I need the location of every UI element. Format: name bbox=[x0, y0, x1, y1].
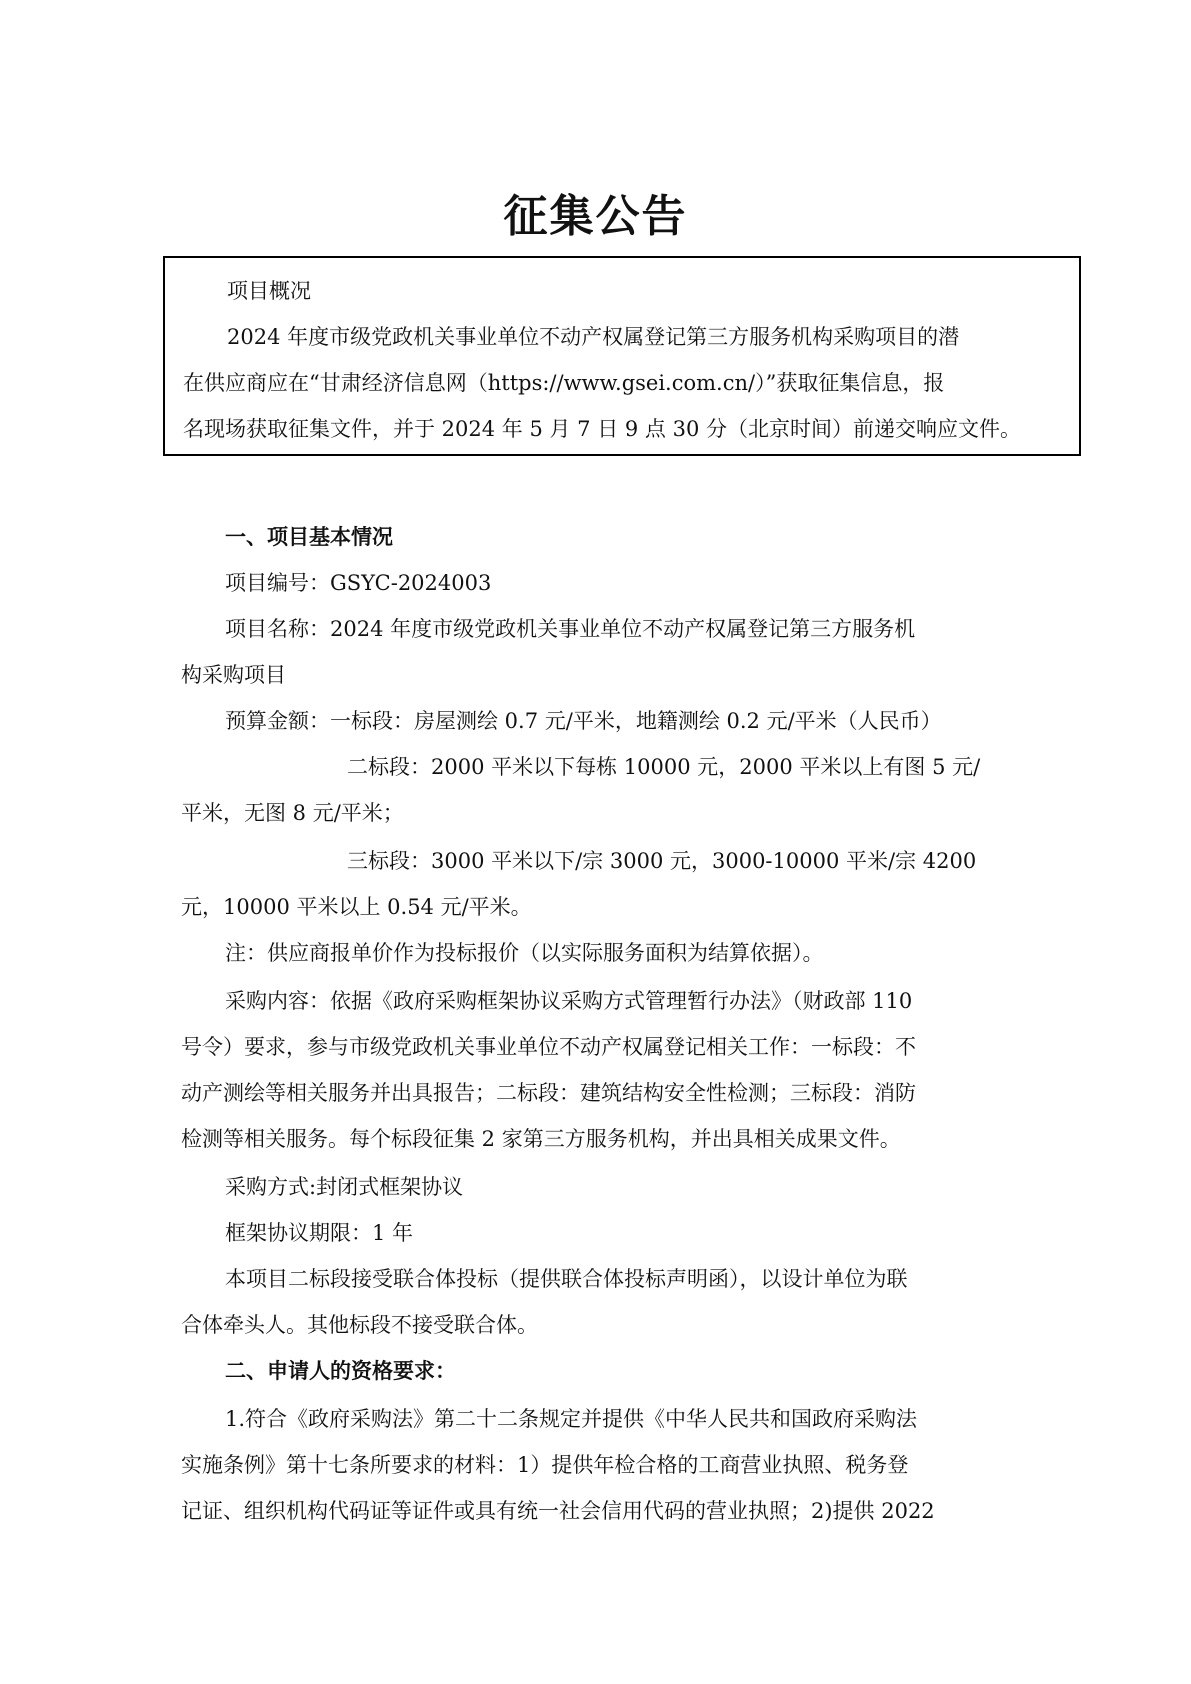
project-name-cont: 构采购项目 bbox=[181, 663, 286, 687]
procurement-content-cont: 号令）要求，参与市级党政机关事业单位不动产权属登记相关工作：一标段：不 bbox=[181, 1035, 916, 1059]
qualification-item-cont: 实施条例》第十七条所要求的材料：1）提供年检合格的工商营业执照、税务登 bbox=[181, 1453, 909, 1477]
procurement-content-cont: 动产测绘等相关服务并出具报告；二标段：建筑结构安全性检测；三标段：消防 bbox=[181, 1081, 916, 1105]
section-heading-qualifications: 二、申请人的资格要求： bbox=[225, 1359, 456, 1383]
procurement-method: 采购方式:封闭式框架协议 bbox=[225, 1175, 464, 1199]
budget-note: 注：供应商报单价作为投标报价（以实际服务面积为结算依据）。 bbox=[225, 941, 824, 965]
consortium-note-cont: 合体牵头人。其他标段不接受联合体。 bbox=[181, 1313, 538, 1337]
budget-lot3: 三标段：3000 平米以下/宗 3000 元，3000-10000 平米/宗 4200 bbox=[347, 849, 977, 873]
budget-lot2-cont: 平米，无图 8 元/平米； bbox=[181, 801, 404, 825]
procurement-content: 采购内容：依据《政府采购框架协议采购方式管理暂行办法》（财政部 110 bbox=[225, 989, 913, 1013]
page-title: 征集公告 bbox=[503, 191, 688, 242]
summary-line: 2024 年度市级党政机关事业单位不动产权属登记第三方服务机构采购项目的潜 bbox=[227, 325, 960, 349]
summary-line: 在供应商应在“甘肃经济信息网（https://www.gsei.com.cn/）”获取征集信息，报 bbox=[183, 371, 945, 395]
summary-line: 名现场获取征集文件，并于 2024 年 5 月 7 日 9 点 30 分（北京时间）前递交响应文件。 bbox=[183, 417, 1021, 441]
budget-lot1: 预算金额：一标段：房屋测绘 0.7 元/平米，地籍测绘 0.2 元/平米（人民币） bbox=[225, 709, 942, 733]
section-heading-basic-info: 一、项目基本情况 bbox=[225, 525, 393, 549]
qualification-item-cont: 记证、组织机构代码证等证件或具有统一社会信用代码的营业执照；2)提供 2022 bbox=[181, 1499, 935, 1523]
project-name: 项目名称：2024 年度市级党政机关事业单位不动产权属登记第三方服务机 bbox=[225, 617, 916, 641]
budget-lot2: 二标段：2000 平米以下每栋 10000 元，2000 平米以上有图 5 元/ bbox=[347, 755, 981, 779]
project-summary-box bbox=[163, 256, 1081, 456]
budget-lot3-cont: 元，10000 平米以上 0.54 元/平米。 bbox=[181, 895, 532, 919]
project-number: 项目编号：GSYC-2024003 bbox=[225, 571, 492, 595]
qualification-item: 1.符合《政府采购法》第二十二条规定并提供《中华人民共和国政府采购法 bbox=[225, 1407, 918, 1431]
agreement-term: 框架协议期限：1 年 bbox=[225, 1221, 414, 1245]
consortium-note: 本项目二标段接受联合体投标（提供联合体投标声明函），以设计单位为联 bbox=[225, 1267, 908, 1291]
procurement-content-cont: 检测等相关服务。每个标段征集 2 家第三方服务机构，并出具相关成果文件。 bbox=[181, 1127, 901, 1151]
summary-heading: 项目概况 bbox=[227, 279, 311, 303]
